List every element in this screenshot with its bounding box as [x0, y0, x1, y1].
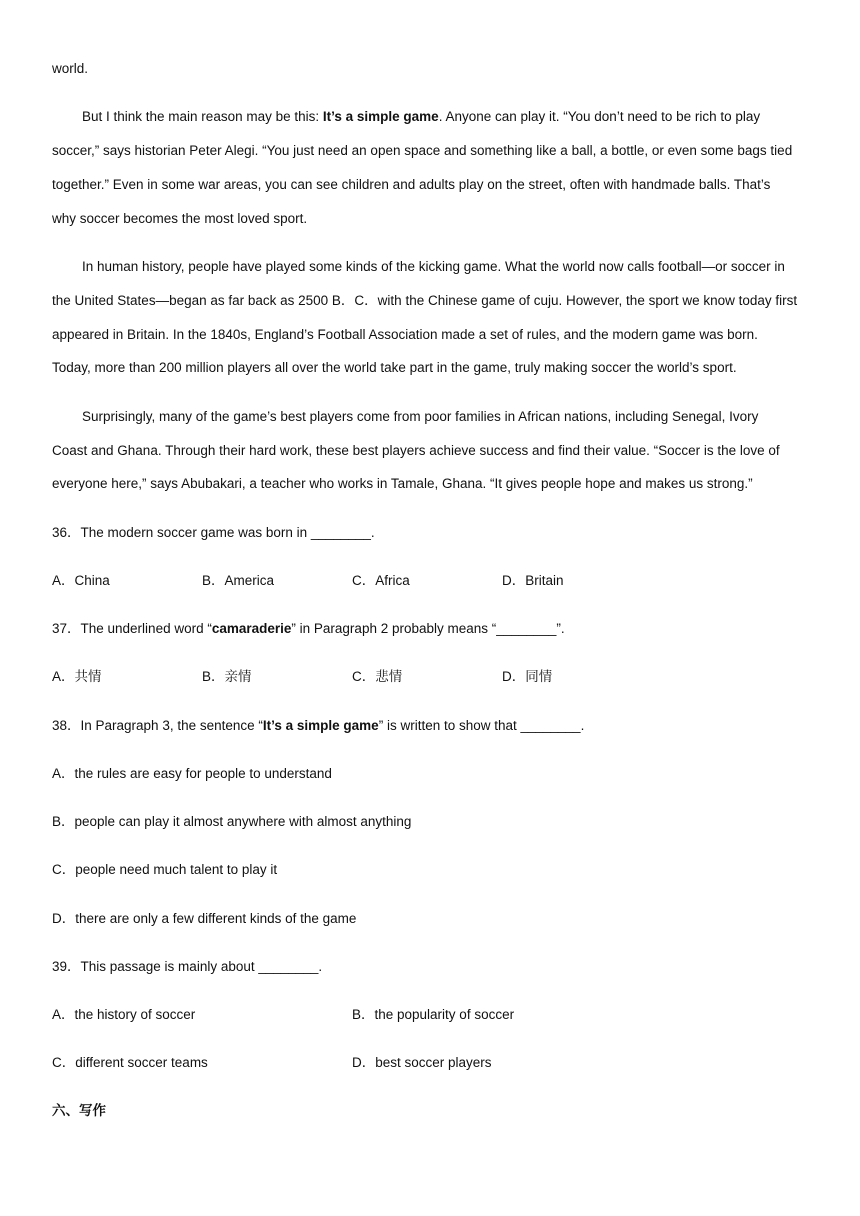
passage-line: But I think the main reason may be this: It’s a simple game. Anyone can play it. “You don’t need to be rich to play	[82, 109, 761, 124]
q39-option-b[interactable]: B．the popularity of soccer	[352, 1007, 515, 1022]
passage-line: the United States—began as far back as 2500 B．C．with the Chinese game of cuju. However, the sport we know today first	[52, 293, 798, 308]
q36-option-c[interactable]: C．Africa	[352, 573, 410, 588]
passage-line: soccer,” says historian Peter Alegi. “You just need an open space and something like a ball, a bottle, or even some bags tied	[52, 143, 793, 158]
passage-line: Surprisingly, many of the game’s best players come from poor families in African nations, including Senegal, Ivory	[82, 409, 759, 424]
section-heading: 六、写作	[52, 1103, 106, 1118]
passage-line: together.” Even in some war areas, you can see children and adults play on the street, often with handmade balls. That’s	[52, 177, 771, 192]
question-36-stem: 36．The modern soccer game was born in ________.	[52, 525, 375, 540]
passage-line: why soccer becomes the most loved sport.	[52, 211, 308, 226]
passage-line: In human history, people have played some kinds of the kicking game. What the world now calls football—or soccer in	[82, 259, 785, 274]
question-38-stem: 38．In Paragraph 3, the sentence “It’s a simple game” is written to show that ________.	[52, 718, 585, 733]
q36-option-a[interactable]: A．China	[52, 573, 110, 588]
bold-word: camaraderie	[211, 621, 292, 636]
q38-option-c[interactable]: C．people need much talent to play it	[52, 862, 278, 877]
question-37-stem: 37．The underlined word “camaraderie” in Paragraph 2 probably means “________”.	[52, 621, 565, 636]
bold-phrase: It’s a simple game	[322, 109, 439, 124]
q37-option-b[interactable]: B．亲情	[202, 669, 252, 684]
bold-phrase: It’s a simple game	[262, 718, 379, 733]
q39-option-c[interactable]: C．different soccer teams	[52, 1055, 208, 1070]
q36-option-b[interactable]: B．America	[202, 573, 275, 588]
q38-option-d[interactable]: D．there are only a few different kinds of the game	[52, 911, 357, 926]
passage-line: appeared in Britain. In the 1840s, England’s Football Association made a set of rules, and the modern game was born.	[52, 327, 758, 342]
question-39-stem: 39．This passage is mainly about ________.	[52, 959, 323, 974]
passage-line: Coast and Ghana. Through their hard work, these best players achieve success and find their value. “Soccer is the love of	[52, 443, 780, 458]
passage-line: everyone here,” says Abubakari, a teacher who works in Tamale, Ghana. “It gives people hope and makes us strong.”	[52, 476, 753, 491]
q39-option-d[interactable]: D．best soccer players	[352, 1055, 492, 1070]
passage-line: world.	[52, 61, 89, 76]
passage-line: Today, more than 200 million players all over the world take part in the game, truly making soccer the world’s sport.	[52, 360, 737, 375]
q37-option-d[interactable]: D．同情	[502, 669, 553, 684]
q36-option-d[interactable]: D．Britain	[502, 573, 564, 588]
q37-option-c[interactable]: C．悲情	[352, 669, 403, 684]
q37-option-a[interactable]: A．共情	[52, 669, 102, 684]
q38-option-a[interactable]: A．the rules are easy for people to understand	[52, 766, 332, 781]
q38-option-b[interactable]: B．people can play it almost anywhere with almost anything	[52, 814, 412, 829]
q39-option-a[interactable]: A．the history of soccer	[52, 1007, 196, 1022]
